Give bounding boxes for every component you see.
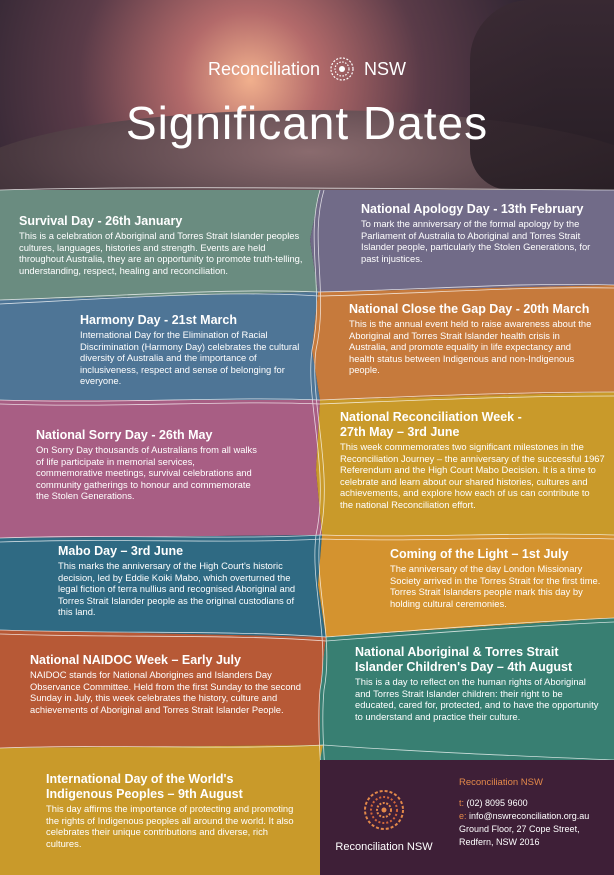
childrens-day-panel	[355, 645, 600, 722]
sorry-day-panel	[36, 428, 261, 502]
indigenous-peoples-day-panel	[46, 772, 301, 849]
apology-day-body: To mark the anniversary of the formal apology by the Parliament of Australia to Aboriginal and Torres Strait Islander people, particularly the Stolen Generations, for past injustices.	[361, 218, 591, 264]
reconciliation-week-body: This week commemorates two significant milestones in the Reconciliation Journey – the anniversary of the successful 1967 Referendum and the High Court Mabo Decision. It is a time to celebrate and learn about our shared histories, cultures and achievements, and explore how each of us can contribute to the national Reconciliation effort.	[340, 441, 605, 510]
survival-day-body: This is a celebration of Aboriginal and Torres Strait Islander peoples cultures, languages, histories and strength. Events are held throughout Australia, they are an opportunity to promote truth-telling, understanding, respect, healing and reconciliation.	[19, 230, 303, 276]
reconciliation-week-title-2: 27th May – 3rd June	[340, 425, 460, 439]
naidoc-week-title: National NAIDOC Week – Early July	[30, 653, 241, 667]
email-label: e:	[459, 811, 467, 821]
harmony-day-title: Harmony Day - 21st March	[80, 313, 238, 327]
page-title: Significant Dates	[125, 97, 489, 149]
harmony-day-body: International Day for the Elimination of Racial Discrimination (Harmony Day) celebrates the cultural diversity of Australia and the importance of inclusiveness, respect and sense of belonging for everyone.	[80, 329, 300, 386]
mabo-day-panel	[58, 544, 303, 618]
footer-email-row	[459, 810, 609, 823]
reconciliation-circle-logo-icon	[362, 788, 406, 832]
survival-day-title: Survival Day - 26th January	[19, 214, 183, 228]
close-gap-day-panel	[349, 302, 599, 376]
survival-day-panel	[19, 214, 304, 276]
footer-logo-text: Reconciliation NSW	[335, 841, 433, 853]
phone-label: t:	[459, 798, 465, 808]
sorry-day-body: On Sorry Day thousands of Australians from all walks of life participate in memorial services, commemorative meetings, survival celebrations and community gatherings to honour and commemorate the Stolen Generations.	[36, 444, 257, 501]
phone-number[interactable]: (02) 8095 9600	[466, 798, 528, 808]
coming-of-light-title: Coming of the Light – 1st July	[390, 547, 569, 561]
mabo-day-title: Mabo Day – 3rd June	[58, 544, 184, 558]
sorry-day-title: National Sorry Day - 26th May	[36, 428, 213, 442]
footer-address-2: Redfern, NSW 2016	[459, 837, 540, 847]
harmony-day-panel	[80, 313, 305, 387]
reconciliation-week-title-1: National Reconciliation Week -	[340, 410, 522, 424]
apology-day-panel	[361, 202, 601, 264]
childrens-day-body: This is a day to reflect on the human rights of Aboriginal and Torres Strait Islander children: their right to be educated, cared for, protected, and to have the opportunity to understand and practice their culture.	[355, 676, 599, 722]
brand-left: Reconciliation	[207, 58, 321, 79]
naidoc-week-panel	[30, 653, 310, 715]
indigenous-peoples-body: This day affirms the importance of protecting and promoting the rights of Indigenous peoples all around the world. It also celebrates their unique contributions and diverse, rich cultures.	[46, 803, 294, 849]
naidoc-week-body: NAIDOC stands for National Aborigines and Islanders Day Observance Committee. Held from the first Sunday to the second Sunday in July, this week celebrates the history, culture and achievements of Aboriginal and Torres Strait Islander People.	[30, 669, 301, 715]
childrens-day-title-2: Islander Children's Day – 4th August	[355, 660, 573, 674]
indigenous-peoples-title-1: International Day of the World's	[46, 772, 234, 786]
close-gap-day-title: National Close the Gap Day - 20th March	[349, 302, 590, 316]
coming-of-light-body: The anniversary of the day London Missionary Society arrived in the Torres Strait for the first time. Torres Strait Islanders people mark this day by holding cultural ceremonies.	[390, 563, 601, 609]
email-address[interactable]: info@nswreconciliation.org.au	[469, 811, 590, 821]
footer-phone-row	[459, 797, 609, 810]
reconciliation-week-panel	[340, 410, 605, 510]
close-gap-day-body: This is the annual event held to raise awareness about the Aboriginal and Torres Strait Islander health crisis in Australia, and promote equality in life expectancy and health status between Indigenous and non-Indigenous people.	[349, 318, 592, 375]
footer-logo	[334, 788, 434, 853]
coming-of-light-panel	[390, 547, 605, 609]
childrens-day-title-1: National Aboriginal & Torres Strait	[355, 645, 559, 659]
footer-contact	[459, 776, 609, 849]
indigenous-peoples-title-2: Indigenous Peoples – 9th August	[46, 787, 243, 801]
footer-address-1: Ground Floor, 27 Cope Street,	[459, 824, 580, 834]
mabo-day-body: This marks the anniversary of the High Court's historic decision, led by Eddie Koiki Mabo, which overturned the legal fiction of terra nullius and recognised Aboriginal and Torres Strait Islander people as the original custodians of this land.	[58, 560, 296, 617]
apology-day-title: National Apology Day - 13th February	[361, 202, 584, 216]
footer-org-name: Reconciliation NSW	[459, 777, 543, 788]
brand-right: NSW	[364, 58, 407, 79]
